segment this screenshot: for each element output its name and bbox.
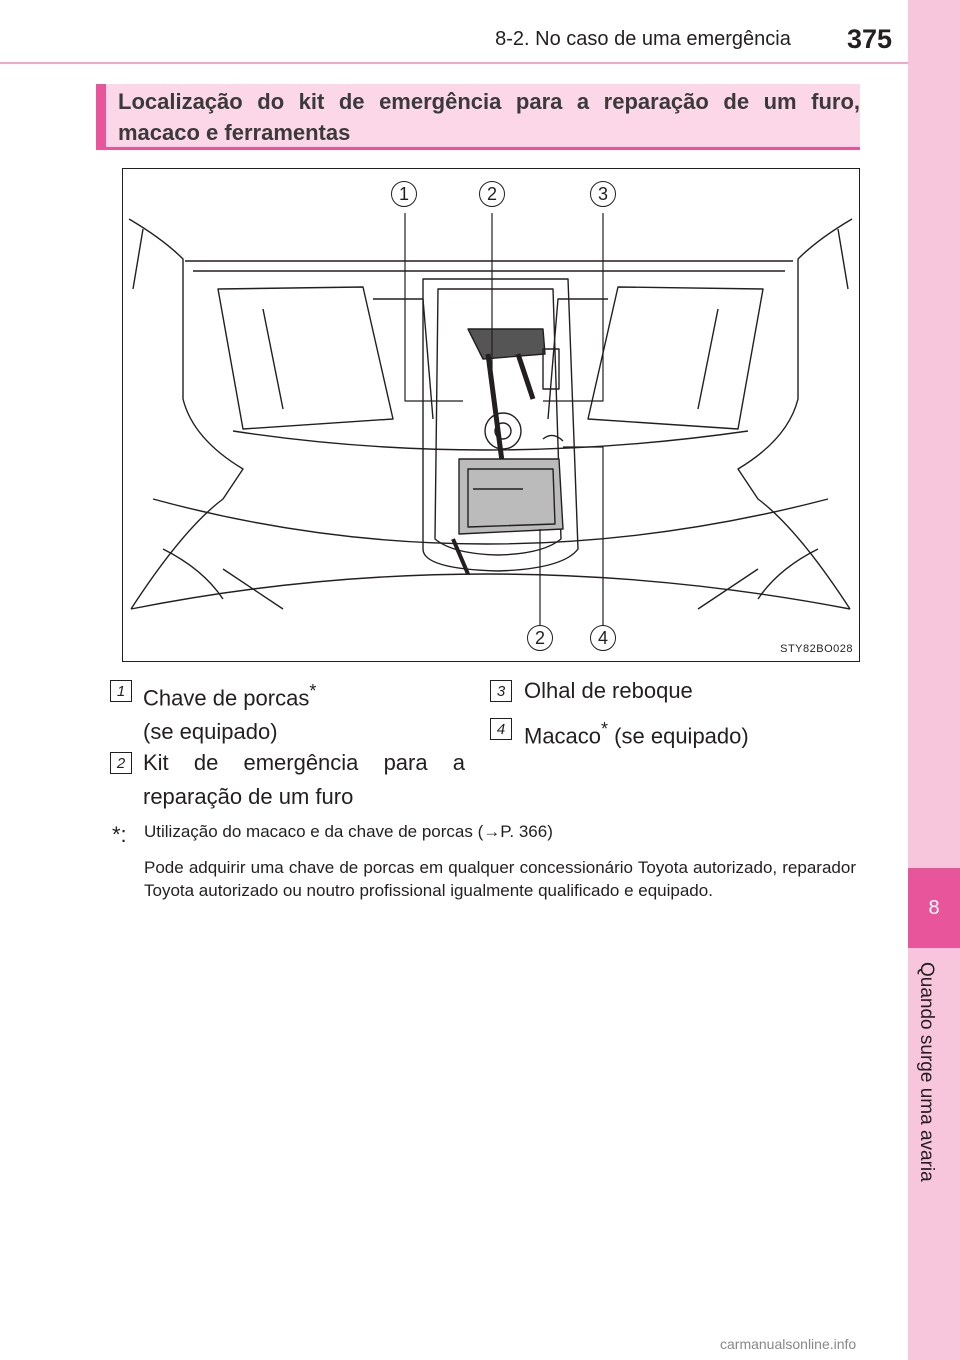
legend-num-3: 3	[490, 680, 512, 702]
callout-3-top: 3	[590, 181, 616, 207]
header-divider	[0, 62, 908, 64]
legend-item-4-note: (se equipado)	[608, 723, 749, 749]
chapter-side-tab	[908, 0, 960, 1360]
footnote-mark: *:	[112, 822, 127, 847]
chapter-number: 8	[908, 868, 960, 948]
legend-item-1-star: *	[309, 681, 317, 701]
legend-num-1: 1	[110, 680, 132, 702]
legend-item-2	[143, 746, 465, 814]
section-title-line2: macaco e ferramentas	[118, 120, 351, 145]
legend-item-1-label: Chave de porcas	[143, 685, 310, 711]
legend-item-2-line2: reparação de um furo	[143, 784, 354, 809]
legend-item-1	[143, 674, 316, 749]
trunk-illustration	[122, 168, 860, 662]
watermark: carmanualsonline.info	[720, 1336, 857, 1352]
legend-item-4-label: Macaco	[524, 723, 602, 749]
section-title-line1: Localização do kit de emergência para a reparação de um furo,	[118, 89, 860, 114]
legend-num-4: 4	[490, 718, 512, 740]
callout-2-top: 2	[479, 181, 505, 207]
legend-item-4	[524, 712, 749, 753]
footnote-reference: Utilização do macaco e da chave de porcas (→P. 366)	[144, 822, 553, 841]
section-title-box	[96, 84, 860, 150]
callout-4-bottom: 4	[590, 625, 616, 651]
legend-num-2: 2	[110, 752, 132, 774]
footnote-paragraph: Pode adquirir uma chave de porcas em qualquer concessionário Toyota autorizado, reparador Toyota autorizado ou noutro profissional igualmente qualificado e equipado.	[144, 858, 856, 900]
legend-item-1-note: (se equipado)	[143, 719, 278, 745]
header-section-label: 8-2. No caso de uma emergência	[495, 28, 791, 50]
callout-2-bottom: 2	[527, 625, 553, 651]
figure-code: STY82BO028	[780, 643, 853, 655]
page-number: 375	[846, 24, 892, 54]
legend-item-4-star: *	[601, 719, 609, 739]
trunk-drawing	[123, 169, 858, 660]
legend-item-2-line1: Kit de emergência para a	[143, 750, 465, 775]
legend-item-3: Olhal de reboque	[524, 678, 693, 703]
callout-1-top: 1	[391, 181, 417, 207]
chapter-title: Quando surge uma avaria	[916, 962, 937, 1182]
